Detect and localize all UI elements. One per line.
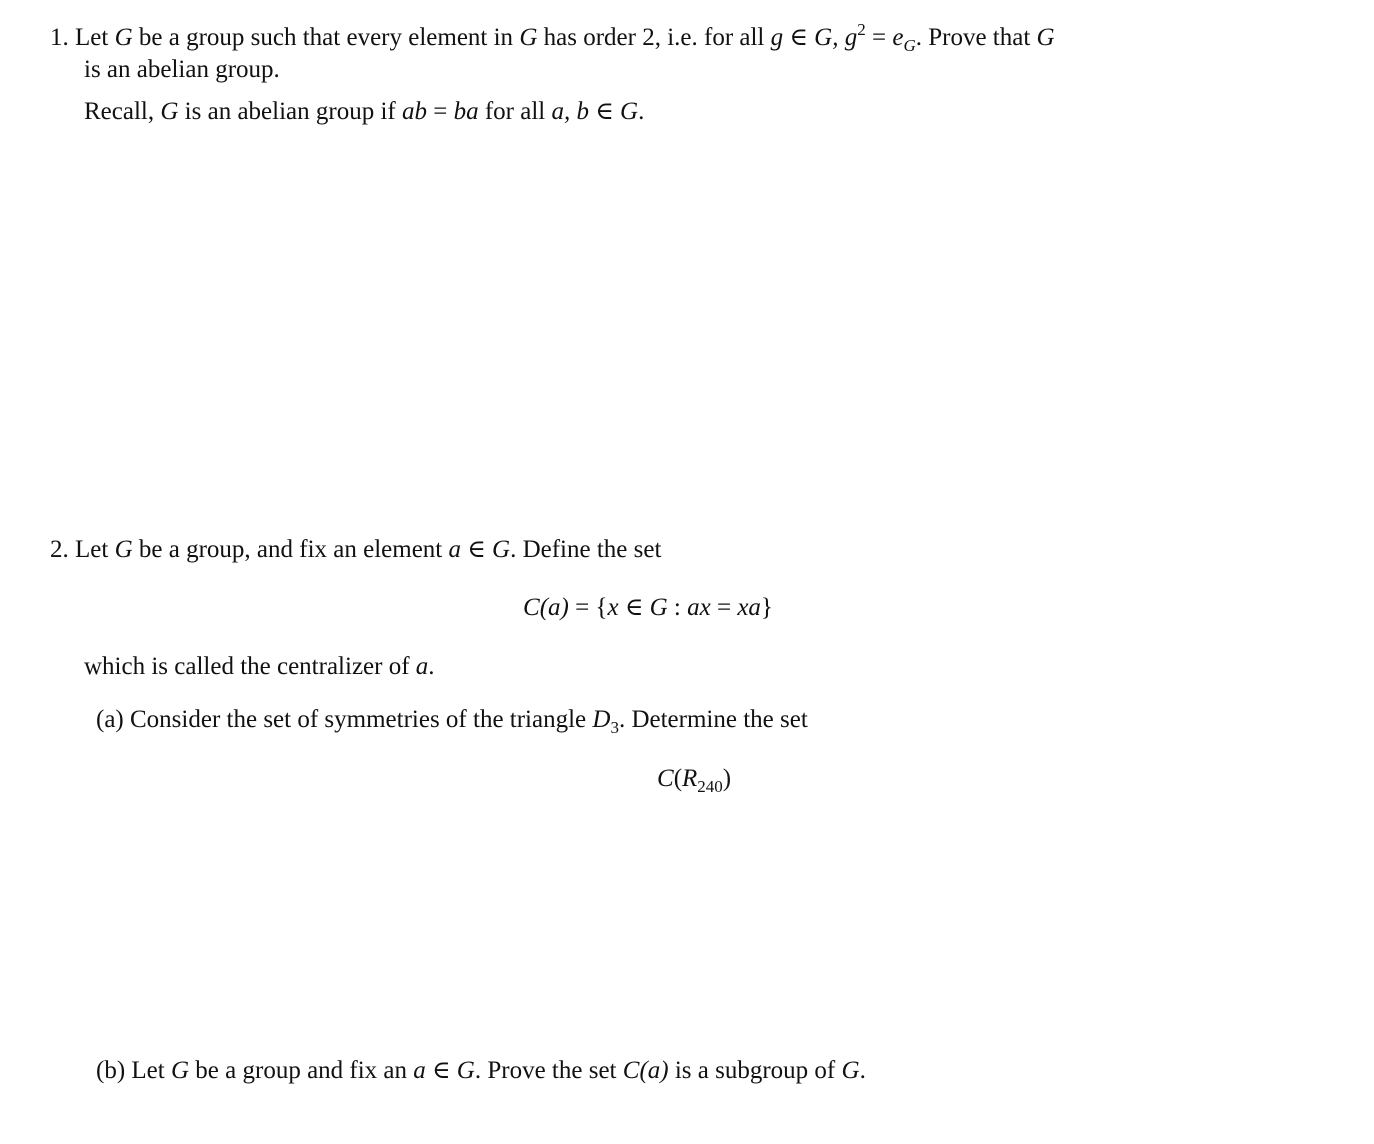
q2-number: 2. — [50, 536, 69, 563]
part-a-label: (a) — [96, 706, 124, 733]
centralizer-formula: C(a) = {x ∈ G : ax = xa} — [523, 594, 773, 621]
part-a-formula: $C(R_{240})$ — [657, 765, 732, 796]
q1-recall: Recall, G is an abelian group if ab = ba for all a, b ∈ G. — [84, 98, 645, 125]
part-b-label: (b) — [96, 1057, 126, 1084]
q1-line2: is an abelian group. — [84, 56, 280, 83]
q2-intro: 2. Let G be a group, and fix an element a ∈ G. Define the set — [50, 536, 662, 563]
q2-part-a: (a) Consider the set of symmetries of the triangle $D_3$. Determine the set — [96, 706, 808, 737]
q2-part-b: (b) Let G be a group and fix an a ∈ G. Prove the set C(a) is a subgroup of G. — [96, 1057, 866, 1084]
q1-line1: 1. Let G be a group such that every element in G has order 2, i.e. for all g ∈ G, $g^2 = e_G$. Prove that G — [50, 20, 1055, 55]
q2-centralizer-note: which is called the centralizer of a. — [84, 653, 435, 680]
q1-number: 1. — [50, 24, 69, 51]
